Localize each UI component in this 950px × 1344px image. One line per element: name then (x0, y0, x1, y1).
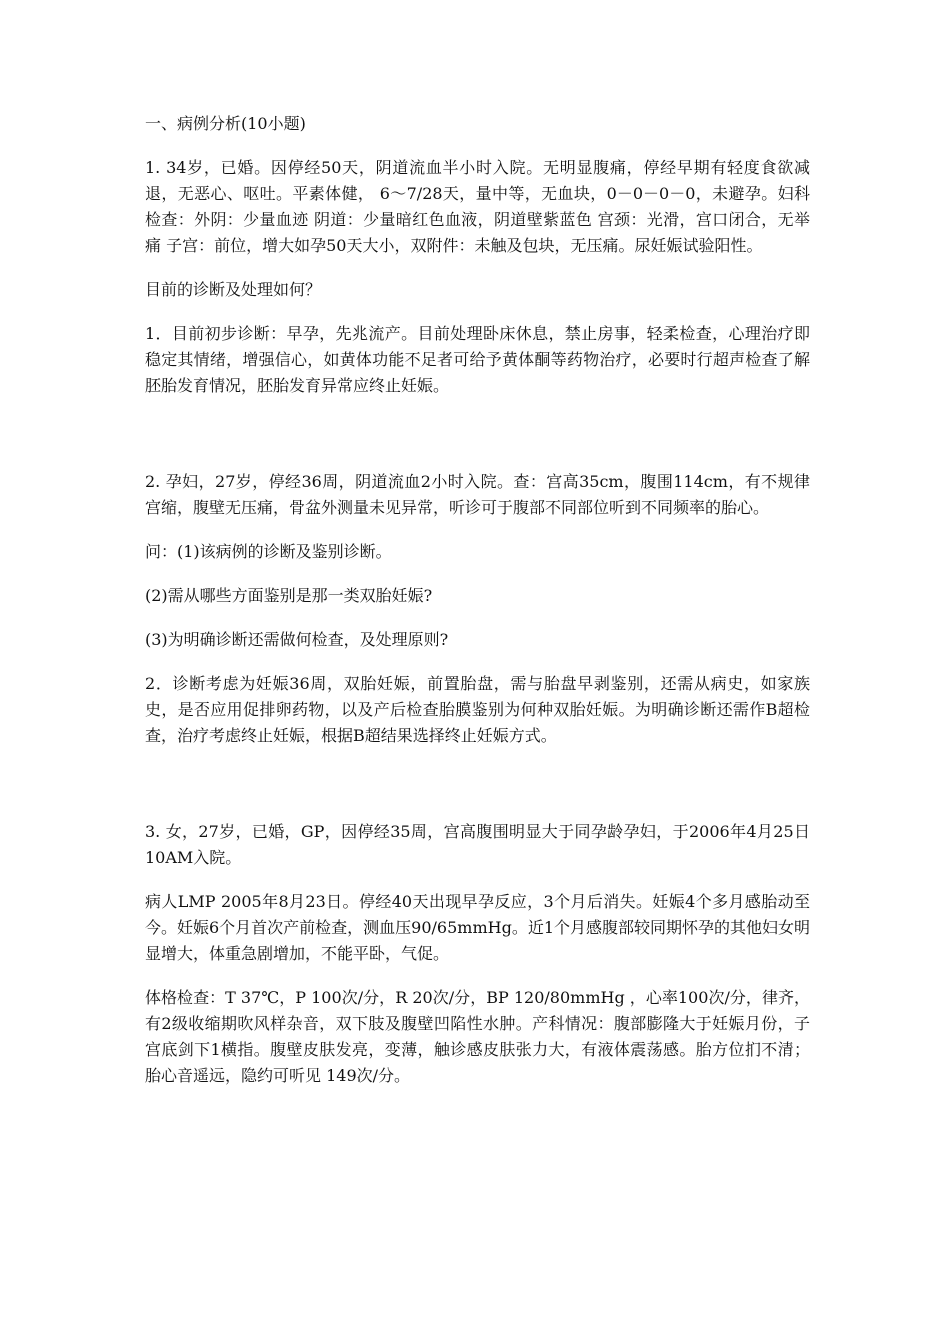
case-1-question: 目前的诊断及处理如何？ (145, 280, 322, 299)
spacer (145, 767, 810, 819)
case-2-question-1: 问：(1)该病例的诊断及鉴别诊断。 (145, 542, 392, 561)
case-3-history: 病人LMP 2005年8月23日。停经40天出现早孕反应，3个月后消失。妊娠4个多月感胎动至今。妊娠6个月首次产前检查，测血压90/65mmHg。近1个月感腹部较同期怀孕的其他妇女明显增大，体重急剧增加，不能平卧，气促。 (145, 892, 811, 963)
case-2-question-3: (3)为明确诊断还需做何检查，及处理原则? (145, 630, 449, 649)
spacer (145, 417, 810, 469)
case-2-question-2: (2)需从哪些方面鉴别是那一类双胎妊娠? (145, 586, 433, 605)
case-1-description: 1. 34岁，已婚。因停经50天，阴道流血半小时入院。无明显腹痛，停经早期有轻度食欲减退，无恶心、呕吐。平素体健， 6～7/28天，量中等，无血块，0－0－0－0，未避孕。妇科检查：外阴：少量血迹 阴道：少量暗红色血液，阴道壁紫蓝色 宫颈：光滑，宫口闭合，无举痛 子宫：前位，增大如孕50天大小，双附件：未触及包块，无压痛。尿妊娠试验阳性。 (145, 158, 810, 255)
document-body (145, 111, 810, 1107)
section-title: 一、病例分析(10小题) (145, 114, 306, 133)
case-3-exam: 体格检查：T 37℃，P 100次/分，R 20次/分，BP 120/80mmHg ，心率100次/分，律齐，有2级收缩期吹风样杂音，双下肢及腹壁凹陷性水肿。产科情况：腹部膨隆大于妊娠月份，子宫底剑下1横指。腹壁皮肤发亮，变薄，触诊感皮肤张力大，有液体震荡感。胎方位扪不清；胎心音遥远，隐约可听见 149次/分。 (145, 988, 810, 1085)
case-3-description: 3. 女，27岁，已婚，GP，因停经35周，宫高腹围明显大于同孕龄孕妇，于2006年4月25日10AM入院。 (145, 822, 810, 867)
case-1-answer: 1．目前初步诊断：早孕，先兆流产。目前处理卧床休息，禁止房事，轻柔检查，心理治疗即稳定其情绪，增强信心，如黄体功能不足者可给予黄体酮等药物治疗，必要时行超声检查了解胚胎发育情况，胚胎发育异常应终止妊娠。 (145, 324, 810, 395)
case-2-answer: 2．诊断考虑为妊娠36周，双胎妊娠，前置胎盘，需与胎盘早剥鉴别，还需从病史，如家族史，是否应用促排卵药物，以及产后检查胎膜鉴别为何种双胎妊娠。为明确诊断还需作B超检查，治疗考虑终止妊娠，根据B超结果选择终止妊娠方式。 (145, 674, 810, 745)
case-2-description: 2. 孕妇，27岁，停经36周，阴道流血2小时入院。查：宫高35cm，腹围114cm，有不规律宫缩，腹壁无压痛，骨盆外测量未见异常，听诊可于腹部不同部位听到不同频率的胎心。 (145, 472, 810, 517)
